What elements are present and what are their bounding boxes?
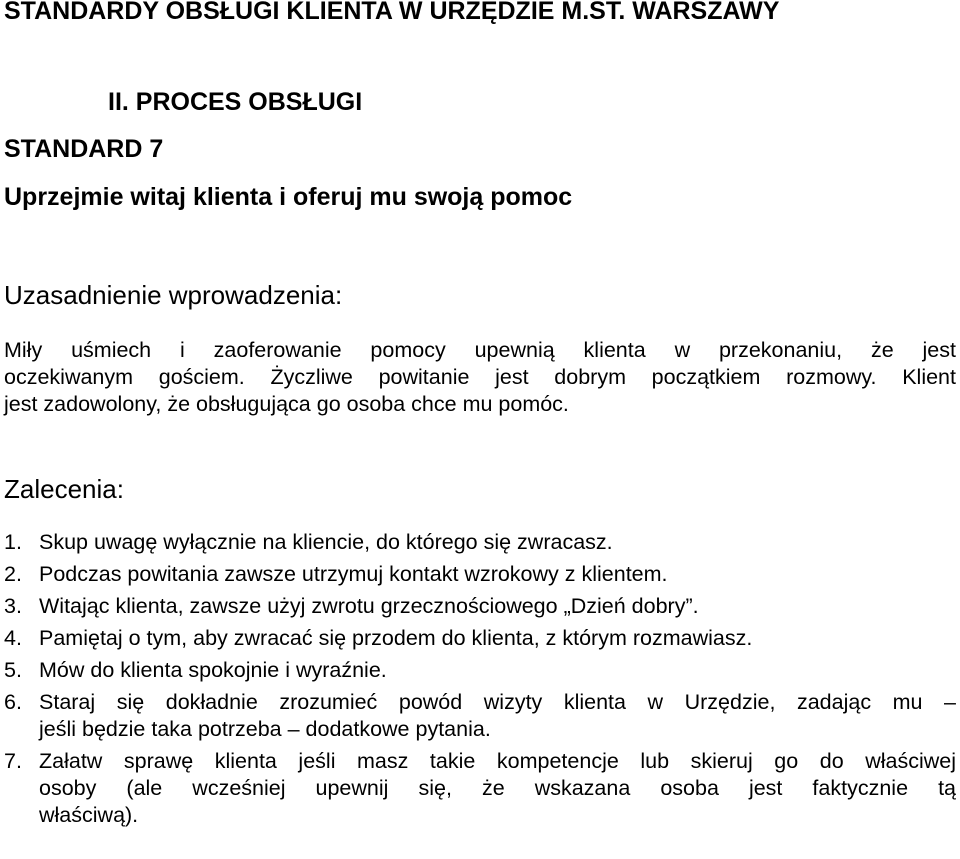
list-item-text: osoby (ale wcześniej upewnij się, że wskazana osoba jest faktycznie tą [39, 776, 956, 800]
justification-paragraph [4, 337, 956, 418]
list-item [4, 593, 956, 620]
list-item [4, 561, 956, 588]
justification-heading: Uzasadnienie wprowadzenia: [4, 280, 343, 310]
justification-line: Miły uśmiech i zaoferowanie pomocy upewnią klienta w przekonaniu, że jest [4, 338, 956, 362]
list-item-text: Witając klienta, zawsze użyj zwrotu grzecznościowego „Dzień dobry”. [39, 594, 699, 618]
list-item-text: Mów do klienta spokojnie i wyraźnie. [39, 658, 387, 682]
list-item-number: 6. [4, 690, 22, 714]
justification-line: oczekiwanym gościem. Życzliwe powitanie jest dobrym początkiem rozmowy. Klient [4, 365, 956, 389]
recommendations-list [4, 529, 956, 829]
recommendations-heading: Zalecenia: [4, 474, 124, 504]
standard-number: STANDARD 7 [4, 135, 164, 163]
list-item [4, 529, 956, 556]
list-item-text: właściwą). [39, 803, 139, 827]
list-item-number: 3. [4, 594, 22, 618]
list-item [4, 748, 956, 829]
document-header: STANDARDY OBSŁUGI KLIENTA W URZĘDZIE M.ST. WARSZAWY [4, 0, 780, 25]
list-item-text: Skup uwagę wyłącznie na kliencie, do którego się zwracasz. [39, 530, 613, 554]
list-item-number: 5. [4, 658, 22, 682]
list-item-number: 2. [4, 562, 22, 586]
standard-title: Uprzejmie witaj klienta i oferuj mu swoją pomoc [4, 183, 573, 211]
list-item-text: jeśli będzie taka potrzeba – dodatkowe pytania. [39, 717, 491, 741]
list-item-number: 1. [4, 530, 22, 554]
list-item-text: Załatw sprawę klienta jeśli masz takie kompetencje lub skieruj go do właściwej [39, 749, 956, 773]
list-item [4, 657, 956, 684]
list-item [4, 689, 956, 743]
section-part-title: II. PROCES OBSŁUGI [108, 88, 363, 116]
list-item [4, 625, 956, 652]
list-item-number: 4. [4, 626, 22, 650]
justification-line: jest zadowolony, że obsługująca go osoba chce mu pomóc. [4, 392, 569, 416]
list-item-text: Pamiętaj o tym, aby zwracać się przodem do klienta, z którym rozmawiasz. [39, 626, 753, 650]
list-item-text: Staraj się dokładnie zrozumieć powód wizyty klienta w Urzędzie, zadając mu – [39, 690, 956, 714]
list-item-text: Podczas powitania zawsze utrzymuj kontakt wzrokowy z klientem. [39, 562, 668, 586]
list-item-number: 7. [4, 749, 22, 773]
